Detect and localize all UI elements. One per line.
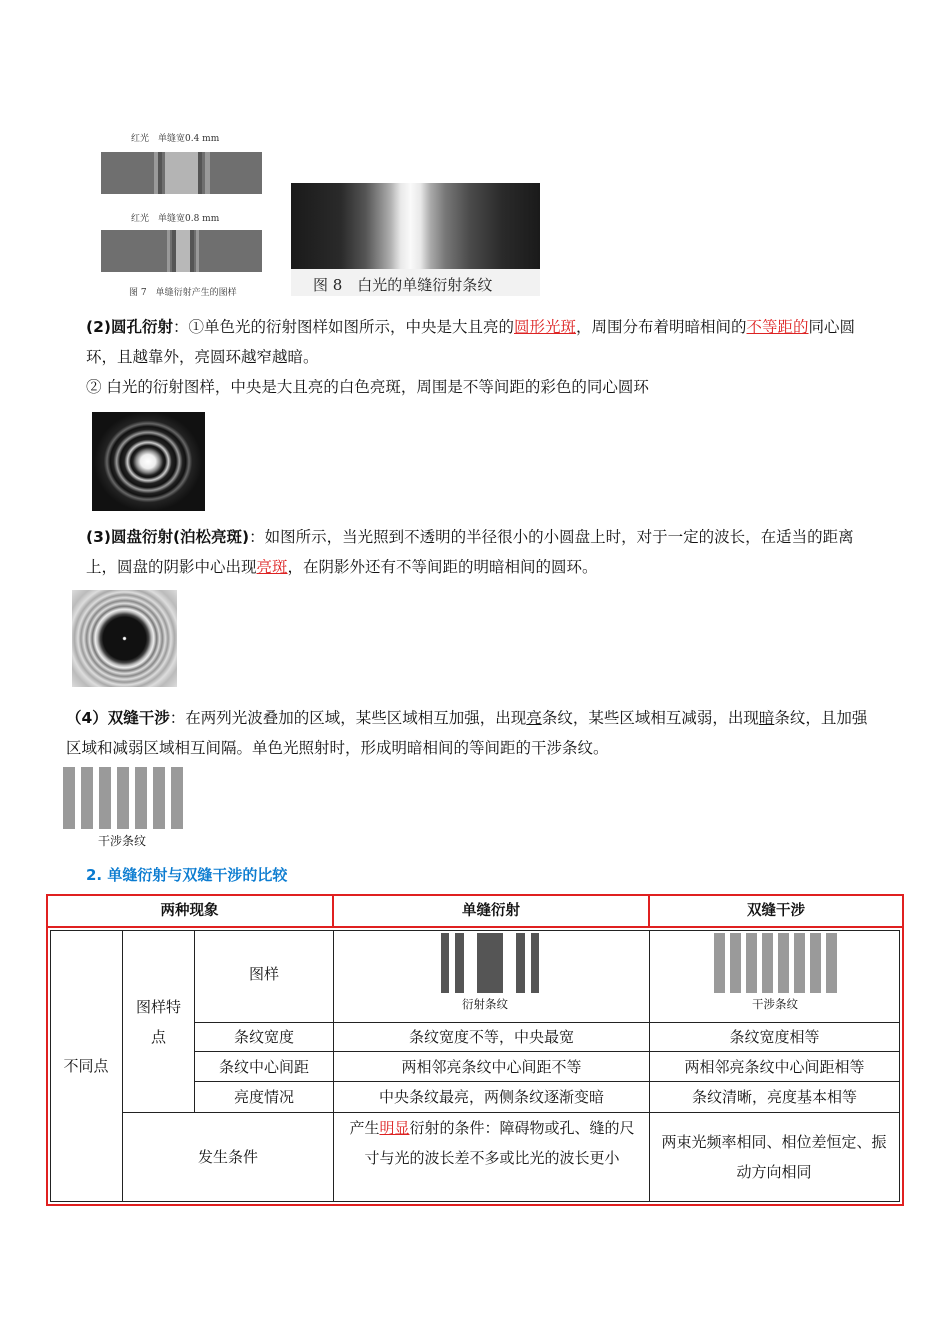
double-slit-caption: 干涉条纹 <box>752 997 798 1011</box>
header-single-slit: 单缝衍射 <box>462 902 520 919</box>
heading-disc-diffraction: (3)圆盘衍射(泊松亮斑) <box>86 528 250 546</box>
double-slit-pattern-image <box>714 933 840 993</box>
paragraph-double-slit: （4）双缝干涉：在两列光波叠加的区域，某些区域相互加强，出现亮条纹，某些区域相互减弱，出现暗条纹，且加强区域和减弱区域相互间隔。单色光照射时，形成明暗相间的等间距的干涉条纹。 <box>66 709 868 757</box>
interference-fringes-image <box>63 767 185 829</box>
double-center-spacing: 两相邻亮条纹中心间距相等 <box>684 1057 865 1076</box>
row-label-pattern: 图样 <box>248 965 279 983</box>
fig7-label-b: 红光 单缝宽0.8 mm <box>131 214 220 224</box>
double-condition: 两束光频率相同、相位差恒定、振动方向相同 <box>661 1133 887 1181</box>
double-brightness: 条纹清晰，亮度基本相等 <box>691 1088 857 1106</box>
paragraph-disc-diffraction: (3)圆盘衍射(泊松亮斑)：如图所示，当光照到不透明的半径很小的小圆盘上时，对于一定的波长，在适当的距离上，圆盘的阴影中心出现亮斑，在阴影外还有不等间距的明暗相间的圆环。 <box>86 528 854 576</box>
row-label-condition: 发生条件 <box>197 1148 258 1166</box>
double-width: 条纹宽度相等 <box>729 1028 820 1046</box>
heading-double-slit: （4）双缝干涉 <box>66 709 170 727</box>
row-label-difference: 不同点 <box>63 1057 109 1075</box>
heading-circular-hole: (2)圆孔衍射 <box>86 318 173 336</box>
interference-caption: 干涉条纹 <box>98 834 147 848</box>
row-label-center-spacing: 条纹中心间距 <box>218 1057 309 1076</box>
fig8-caption: 图 8 白光的单缝衍射条纹 <box>313 276 493 294</box>
fig7-pattern-a <box>101 152 262 194</box>
row-label-width: 条纹宽度 <box>233 1028 294 1046</box>
header-phenomena: 两种现象 <box>160 902 219 919</box>
single-width: 条纹宽度不等，中央最宽 <box>408 1028 574 1046</box>
header-double-slit: 双缝干涉 <box>747 902 805 919</box>
circular-hole-diffraction-image <box>92 412 205 511</box>
single-slit-caption: 衍射条纹 <box>462 997 508 1011</box>
single-brightness: 中央条纹最亮，两侧条纹逐渐变暗 <box>378 1088 604 1106</box>
fig8-pattern <box>291 183 540 269</box>
comparison-table <box>46 894 904 1206</box>
fig7-pattern-b <box>101 230 262 272</box>
fig7-caption: 图 7 单缝衍射产生的图样 <box>129 288 237 298</box>
row-label-brightness: 亮度情况 <box>233 1088 294 1106</box>
fig7-label-a: 红光 单缝宽0.4 mm <box>131 134 220 144</box>
single-condition: 产生明显衍射的条件：障碍物或孔、缝的尺寸与光的波长差不多或比光的波长更小 <box>349 1119 635 1167</box>
row-label-pattern-feature: 图样特点 <box>135 997 181 1046</box>
single-center-spacing: 两相邻亮条纹中心间距不等 <box>401 1057 582 1076</box>
single-slit-pattern-image <box>441 933 541 993</box>
poisson-spot-image <box>72 590 177 687</box>
paragraph-circular-hole: (2)圆孔衍射：①单色光的衍射图样如图所示，中央是大且亮的圆形光斑，周围分布着明暗相间的不等距的同心圆环，且越靠外，亮圆环越窄越暗。 <box>86 318 856 366</box>
section-heading: 2. 单缝衍射与双缝干涉的比较 <box>86 866 288 884</box>
paragraph-white-light: ② 白光的衍射图样，中央是大且亮的白色亮斑，周围是不等间距的彩色的同心圆环 <box>86 378 649 396</box>
